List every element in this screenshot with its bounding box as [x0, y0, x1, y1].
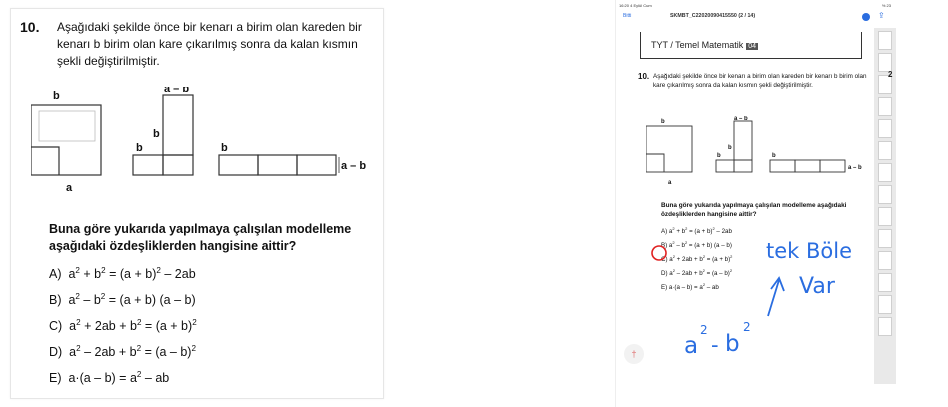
page-thumbnail[interactable]: [878, 141, 892, 160]
document-page: [626, 24, 871, 384]
question-number: 10.: [20, 19, 40, 35]
strip-3: [297, 155, 336, 175]
svg-text:2: 2: [700, 323, 708, 337]
question-stem: Buna göre yukarıda yapılmaya çalışılan modelleme aşağıdaki özdeşliklerden hangisine aittir?: [49, 222, 352, 253]
option-e[interactable]: E) $a\cdot(a - b) = a^2$ – ab: [49, 369, 170, 385]
booklet-number: 04: [748, 43, 756, 50]
svg-text:a – b: a – b: [848, 165, 862, 171]
svg-text:a: a: [668, 180, 672, 186]
svg-text:a – b: a – b: [734, 116, 748, 122]
svg-text:a: a: [684, 333, 699, 359]
nav-bar: [616, 10, 896, 24]
status-time: 16:20 4 Eylül Cum: [619, 3, 652, 8]
page-thumbnail[interactable]: [878, 31, 892, 50]
svg-text:b: b: [717, 153, 721, 159]
svg-text:-: -: [711, 333, 719, 357]
page-option-c[interactable]: C) $a^2 + 2ab + b^2 = (a + b)^2$: [661, 253, 733, 263]
page-option-b[interactable]: B) $a^2 - b^2 = (a + b)$ (a – b): [661, 239, 732, 249]
status-bar: [616, 0, 896, 10]
question-text: Aşağıdaki şekilde önce bir kenarı a birim olan kareden bir kenarı b birim olan kare çıkarılmış sonra da kalan kısmın şekli değiştirilmiştir.: [57, 20, 362, 68]
label-a-bottom: a: [66, 182, 73, 194]
question-scan-panel: [10, 8, 384, 399]
label-b-strip: b: [221, 142, 228, 154]
option-b-formula: $a^2 - b^2 = (a + b)$ (a – b): [68, 291, 196, 307]
markup-pen-icon[interactable]: [862, 13, 870, 21]
markup-tool-icon[interactable]: †: [624, 344, 644, 364]
page-header: [640, 32, 862, 59]
removed-square-outline: [31, 147, 59, 175]
svg-text:2: 2: [743, 320, 751, 334]
page-thumbnail[interactable]: [878, 163, 892, 182]
label-a-minus-b-top: a – b: [164, 87, 190, 95]
page-thumbnail-strip[interactable]: [874, 28, 896, 384]
page-answer-options: [661, 225, 732, 295]
page-question-number: 10.: [638, 72, 650, 81]
page-figure: [646, 116, 876, 192]
battery-indicator: % 23: [881, 3, 891, 8]
option-e-formula: $a\cdot(a - b) = a^2$ – ab: [68, 369, 170, 385]
option-a-formula: $a^2 + b^2 = (a + b)^2 - 2ab$: [68, 265, 196, 281]
strip-2: [258, 155, 297, 175]
side-page-digit: 2: [888, 70, 893, 79]
small-bar-1: [133, 155, 163, 175]
tall-bar: [163, 95, 193, 155]
page-thumbnail[interactable]: [878, 317, 892, 336]
option-a[interactable]: A) $a^2 + b^2 = (a + b)^2 - 2ab$: [49, 265, 196, 281]
page-option-d[interactable]: D) $a^2 - 2ab + b^2 = (a - b)^2$: [661, 267, 733, 277]
document-title: SKMBT_C22020090415550 (2 / 14): [670, 13, 756, 19]
square-model-figure: [31, 87, 381, 207]
svg-text:b: b: [725, 331, 740, 357]
svg-text:b: b: [661, 119, 665, 125]
label-b-small: b: [136, 142, 143, 154]
note-tek-bole: tek Böle: [766, 239, 852, 263]
page-thumbnail[interactable]: [878, 119, 892, 138]
page-thumbnail[interactable]: [878, 295, 892, 314]
note-var: Var: [799, 274, 835, 299]
option-d[interactable]: D) $a^2 - 2ab + b^2 = (a - b)^2$: [49, 343, 196, 359]
page-option-a[interactable]: A) $a^2 + b^2 = (a + b)^2 - 2ab$: [661, 225, 732, 235]
page-thumbnail[interactable]: [878, 97, 892, 116]
big-square: [31, 105, 101, 175]
small-bar-2: [163, 155, 193, 175]
tablet-screen: [615, 0, 896, 407]
strip-1: [219, 155, 258, 175]
page-question-stem: Buna göre yukarıda yapılmaya çalışılan modelleme aşağıdaki özdeşliklerden hangisine aittir?: [661, 202, 847, 218]
page-thumbnail[interactable]: [878, 229, 892, 248]
option-d-formula: $a^2 - 2ab + b^2 = (a - b)^2$: [69, 343, 196, 359]
option-c[interactable]: C) $a^2 + 2ab + b^2 = (a + b)^2$: [49, 317, 197, 333]
svg-text:b: b: [728, 145, 732, 151]
page-thumbnail[interactable]: [878, 273, 892, 292]
label-a-minus-b-side: a – b: [341, 160, 367, 172]
ghost-square: [39, 111, 95, 141]
label-b-tall: b: [153, 128, 160, 140]
page-thumbnail[interactable]: [878, 251, 892, 270]
share-icon[interactable]: ⇪: [878, 11, 885, 20]
page-thumbnail[interactable]: [878, 207, 892, 226]
option-b[interactable]: B) $a^2 - b^2 = (a + b)$ (a – b): [49, 291, 196, 307]
page-thumbnail[interactable]: [878, 185, 892, 204]
svg-text:b: b: [772, 153, 776, 159]
subject-title: TYT / Temel Matematik 04: [651, 40, 756, 50]
label-b-top: b: [53, 90, 60, 102]
answer-options: [49, 261, 197, 391]
done-button[interactable]: Bitti: [623, 13, 632, 19]
page-question-text: Aşağıdaki şekilde önce bir kenarı a birim olan kareden bir kenarı b birim olan kare çıkarılmış sonra da kalan kısmın şekli değiştirilmiştir.: [653, 73, 867, 89]
page-option-e[interactable]: E) $a\cdot(a - b) = a^2$ – ab: [661, 281, 719, 291]
option-c-formula: $a^2 + 2ab + b^2 = (a + b)^2$: [69, 317, 197, 333]
